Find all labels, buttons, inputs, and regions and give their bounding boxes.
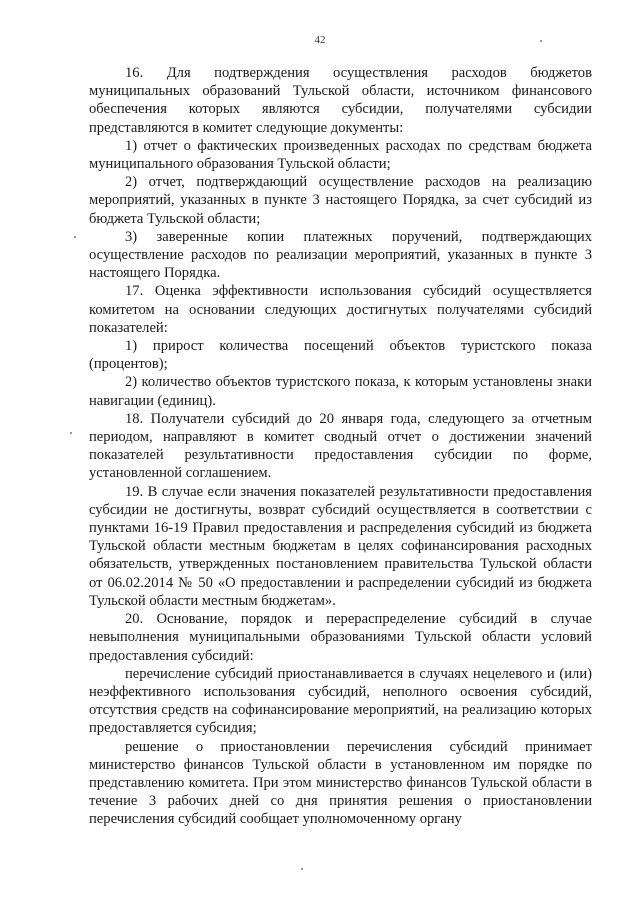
scan-speck	[301, 868, 303, 870]
paragraph-18: 18. Получатели субсидий до 20 января года, следующего за отчетным периодом, направляют в комитет сводный отчет о достижении значений показателей результативности предоставления субсидии по форме, установленной соглашением.	[89, 410, 592, 482]
paragraph-17: 17. Оценка эффективности использования субсидий осуществляется комитетом на основании следующих достигнутых получателями субсидий показателей:	[89, 283, 592, 336]
paragraph-17-item-1: 1) прирост количества посещений объектов туристского показа (процентов);	[89, 338, 592, 373]
paragraph-16-item-1: 1) отчет о фактических произведенных расходах по средствам бюджета муниципального образования Тульской области;	[89, 137, 592, 173]
paragraph-17-item-2: 2) количество объектов туристского показа, к которым установлены знаки навигации (единиц).	[89, 374, 592, 409]
paragraph-19: 19. В случае если значения показателей результативности предоставления субсидии не достигнуты, возврат субсидий осуществляется в соответствии с пунктами 16-19 Правил предоставления и распределения субсидий из бюджета Тульской области местным бюджетам в целях софинансирования расходных обязательств, утвержденных постановлением правительства Тульской области от 06.02.2014 № 50 «О предоставлении и распределении субсидий из бюджета Тульской области местным бюджетам».	[89, 483, 592, 609]
paragraph-16-item-3: 3) заверенные копии платежных поручений, подтверждающих осуществление расходов по реализации мероприятий, указанных в пункте 3 настоящего Порядка.	[89, 228, 592, 282]
scan-speck	[70, 432, 72, 434]
paragraph-16-item-2: 2) отчет, подтверждающий осуществление расходов на реализацию мероприятий, указанных в пункте 3 настоящего Порядка, за счет субсидий из бюджета Тульской области;	[89, 174, 592, 227]
document-body	[89, 64, 592, 829]
paragraph-16: 16. Для подтверждения осуществления расходов бюджетов муниципальных образований Тульской области, источником финансового обеспечения которых являются субсидии, получателями субсидии представляются в комитет следующие документы:	[89, 65, 592, 136]
scan-speck	[74, 236, 76, 238]
paragraph-20: 20. Основание, порядок и перераспределение субсидий в случае невыполнения муниципальными образованиями Тульской области условий предоставления субсидий:	[89, 611, 592, 664]
page-number: 42	[314, 34, 326, 46]
paragraph-20-item-2: решение о приостановлении перечисления субсидий принимает министерство финансов Тульской области в установленном им порядке по представлению комитета. При этом министерство финансов Тульской области в течение 3 рабочих дней со дня принятия решения о приостановлении перечисления субсидий сообщает уполномоченному органу	[89, 738, 592, 828]
paragraph-20-item-1: перечисление субсидий приостанавливается в случаях нецелевого и (или) неэффективного использования субсидий, неполного освоения субсидий, отсутствия средств на софинансирование мероприятий, на реализацию которых предоставляется субсидия;	[89, 665, 592, 737]
scan-speck	[540, 40, 542, 42]
